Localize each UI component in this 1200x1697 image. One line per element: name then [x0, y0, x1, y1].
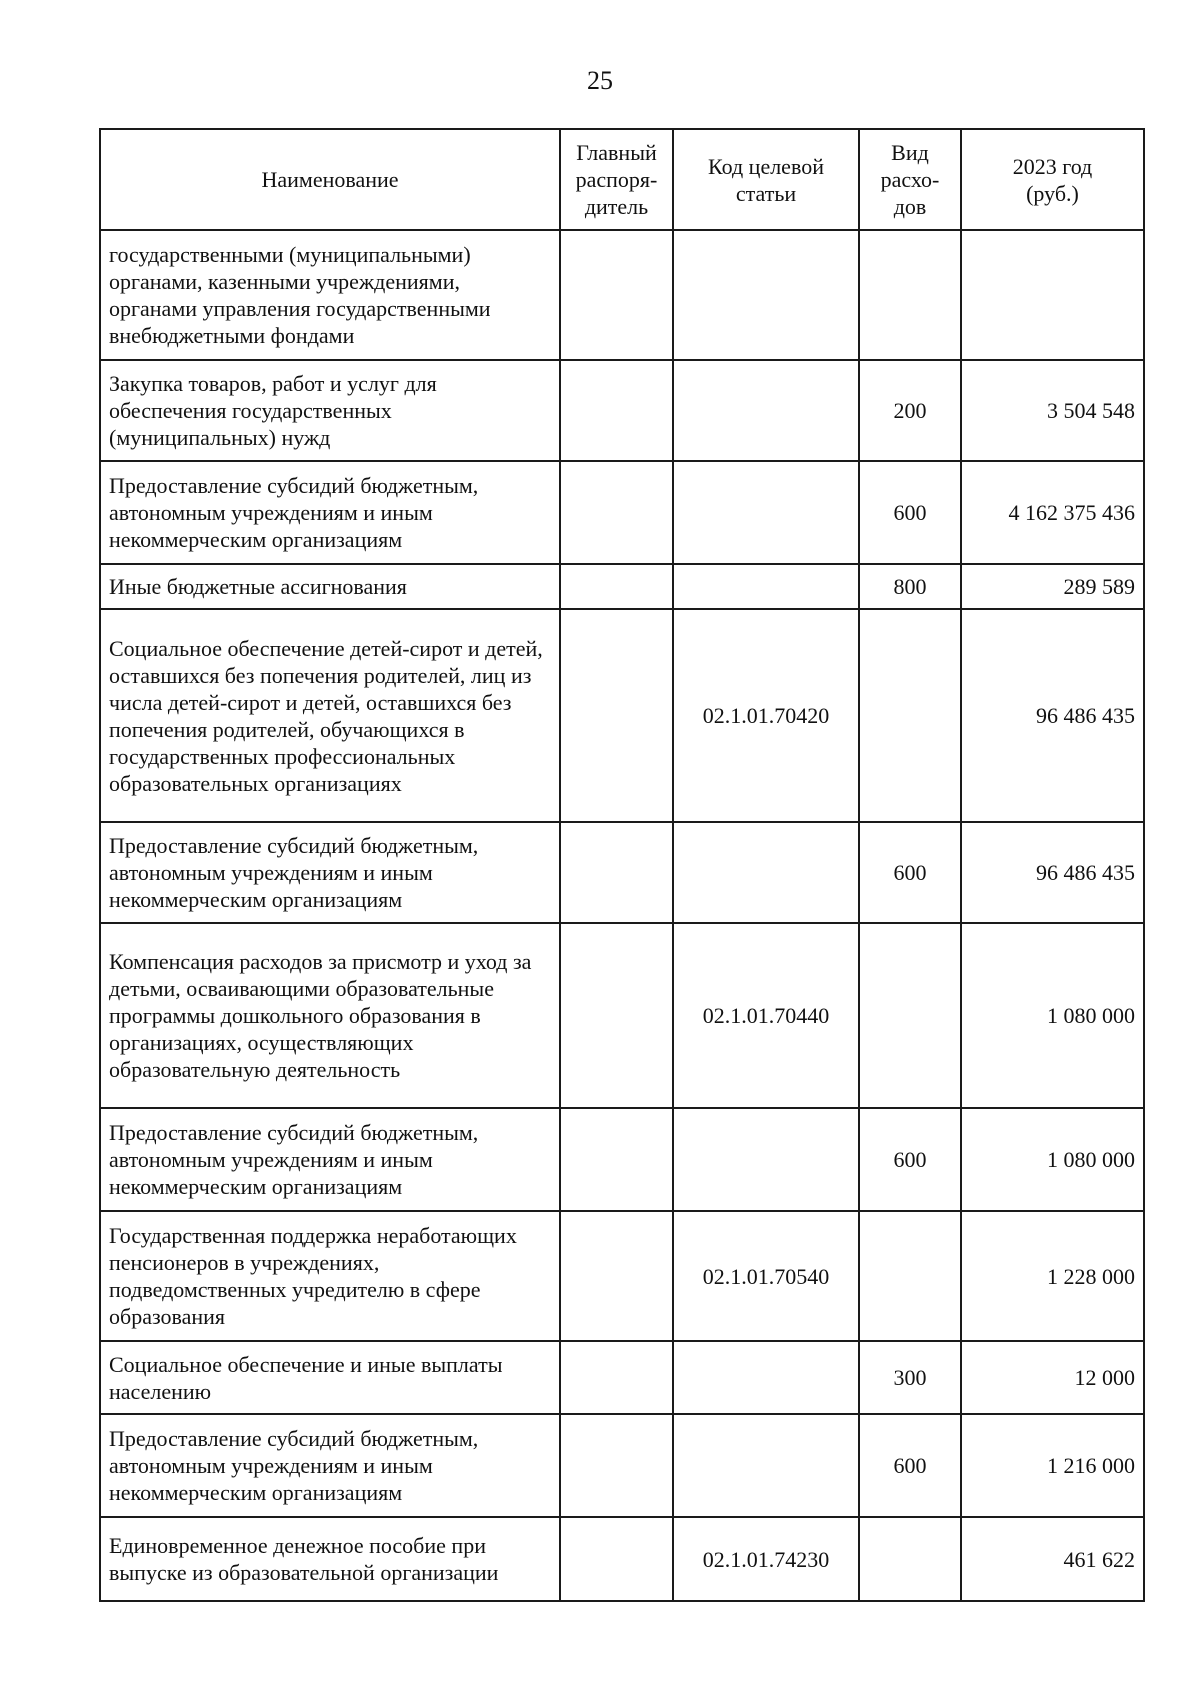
row-name-cell: Единовременное денежное пособие при выпуске из образовательной организации [100, 1517, 560, 1601]
row-kind-cell: 600 [859, 461, 961, 564]
row-kind-cell: 600 [859, 1108, 961, 1211]
row-admin-cell [560, 1517, 673, 1601]
row-code-cell: 02.1.01.70540 [673, 1211, 859, 1341]
row-name-cell: Компенсация расходов за присмотр и уход за детьми, осваивающими образовательные программы дошкольного образования в организациях, осуществляющих образовательную деятельность [100, 923, 560, 1108]
row-admin-cell [560, 461, 673, 564]
row-kind-cell [859, 609, 961, 822]
table-row [100, 461, 1144, 564]
row-name-cell: Предоставление субсидий бюджетным, автономным учреждениям и иным некоммерческим организациям [100, 822, 560, 923]
row-kind-cell: 800 [859, 564, 961, 609]
row-amount-cell: 96 486 435 [961, 609, 1144, 822]
row-kind-cell [859, 1211, 961, 1341]
row-name-cell: Предоставление субсидий бюджетным, автономным учреждениям и иным некоммерческим организациям [100, 1108, 560, 1211]
table-row [100, 609, 1144, 822]
header-kind: Вид расхо- дов [859, 129, 961, 230]
row-kind-cell [859, 923, 961, 1108]
header-code: Код целевой статьи [673, 129, 859, 230]
table-row [100, 1414, 1144, 1517]
table-row [100, 1108, 1144, 1211]
row-code-cell [673, 1341, 859, 1414]
row-amount-cell: 1 228 000 [961, 1211, 1144, 1341]
row-amount-cell [961, 230, 1144, 360]
table-row [100, 1341, 1144, 1414]
row-code-cell [673, 822, 859, 923]
row-kind-cell [859, 230, 961, 360]
table-row [100, 822, 1144, 923]
row-kind-cell: 200 [859, 360, 961, 461]
table-row [100, 923, 1144, 1108]
row-admin-cell [560, 822, 673, 923]
row-amount-cell: 12 000 [961, 1341, 1144, 1414]
row-kind-cell: 600 [859, 822, 961, 923]
row-name-cell: Социальное обеспечение и иные выплаты населению [100, 1341, 560, 1414]
row-amount-cell: 461 622 [961, 1517, 1144, 1601]
row-admin-cell [560, 230, 673, 360]
row-code-cell: 02.1.01.70420 [673, 609, 859, 822]
row-admin-cell [560, 1108, 673, 1211]
row-amount-cell: 1 216 000 [961, 1414, 1144, 1517]
row-admin-cell [560, 564, 673, 609]
row-amount-cell: 289 589 [961, 564, 1144, 609]
row-amount-cell: 1 080 000 [961, 1108, 1144, 1211]
row-code-cell: 02.1.01.74230 [673, 1517, 859, 1601]
row-amount-cell: 4 162 375 436 [961, 461, 1144, 564]
row-code-cell [673, 1414, 859, 1517]
table-row [100, 230, 1144, 360]
row-admin-cell [560, 1341, 673, 1414]
row-kind-cell: 600 [859, 1414, 961, 1517]
row-code-cell [673, 360, 859, 461]
row-code-cell: 02.1.01.70440 [673, 923, 859, 1108]
row-kind-cell [859, 1517, 961, 1601]
header-amount: 2023 год (руб.) [961, 129, 1144, 230]
row-admin-cell [560, 609, 673, 822]
header-name: Наименование [100, 129, 560, 230]
table-body [100, 230, 1144, 1601]
row-amount-cell: 3 504 548 [961, 360, 1144, 461]
page-number: 25 [587, 66, 613, 95]
row-kind-cell: 300 [859, 1341, 961, 1414]
row-code-cell [673, 461, 859, 564]
row-code-cell [673, 1108, 859, 1211]
row-name-cell: Государственная поддержка неработающих пенсионеров в учреждениях, подведомственных учредителю в сфере образования [100, 1211, 560, 1341]
row-admin-cell [560, 360, 673, 461]
table-row [100, 1517, 1144, 1601]
row-code-cell [673, 564, 859, 609]
row-admin-cell [560, 923, 673, 1108]
row-amount-cell: 1 080 000 [961, 923, 1144, 1108]
row-name-cell: Социальное обеспечение детей-сирот и детей, оставшихся без попечения родителей, лиц из числа детей-сирот и детей, оставшихся без попечения родителей, обучающихся в государственных профессиональных образовательных организациях [100, 609, 560, 822]
row-name-cell: Иные бюджетные ассигнования [100, 564, 560, 609]
row-admin-cell [560, 1211, 673, 1341]
table-header-row [100, 129, 1144, 230]
row-name-cell: Предоставление субсидий бюджетным, автономным учреждениям и иным некоммерческим организациям [100, 461, 560, 564]
row-amount-cell: 96 486 435 [961, 822, 1144, 923]
budget-table [99, 128, 1145, 1602]
table-row [100, 1211, 1144, 1341]
table-row [100, 360, 1144, 461]
table-row [100, 564, 1144, 609]
row-name-cell: государственными (муниципальными) органами, казенными учреждениями, органами управления государственными внебюджетными фондами [100, 230, 560, 360]
header-admin: Главный распоря- дитель [560, 129, 673, 230]
row-code-cell [673, 230, 859, 360]
row-admin-cell [560, 1414, 673, 1517]
row-name-cell: Предоставление субсидий бюджетным, автономным учреждениям и иным некоммерческим организациям [100, 1414, 560, 1517]
row-name-cell: Закупка товаров, работ и услуг для обеспечения государственных (муниципальных) нужд [100, 360, 560, 461]
